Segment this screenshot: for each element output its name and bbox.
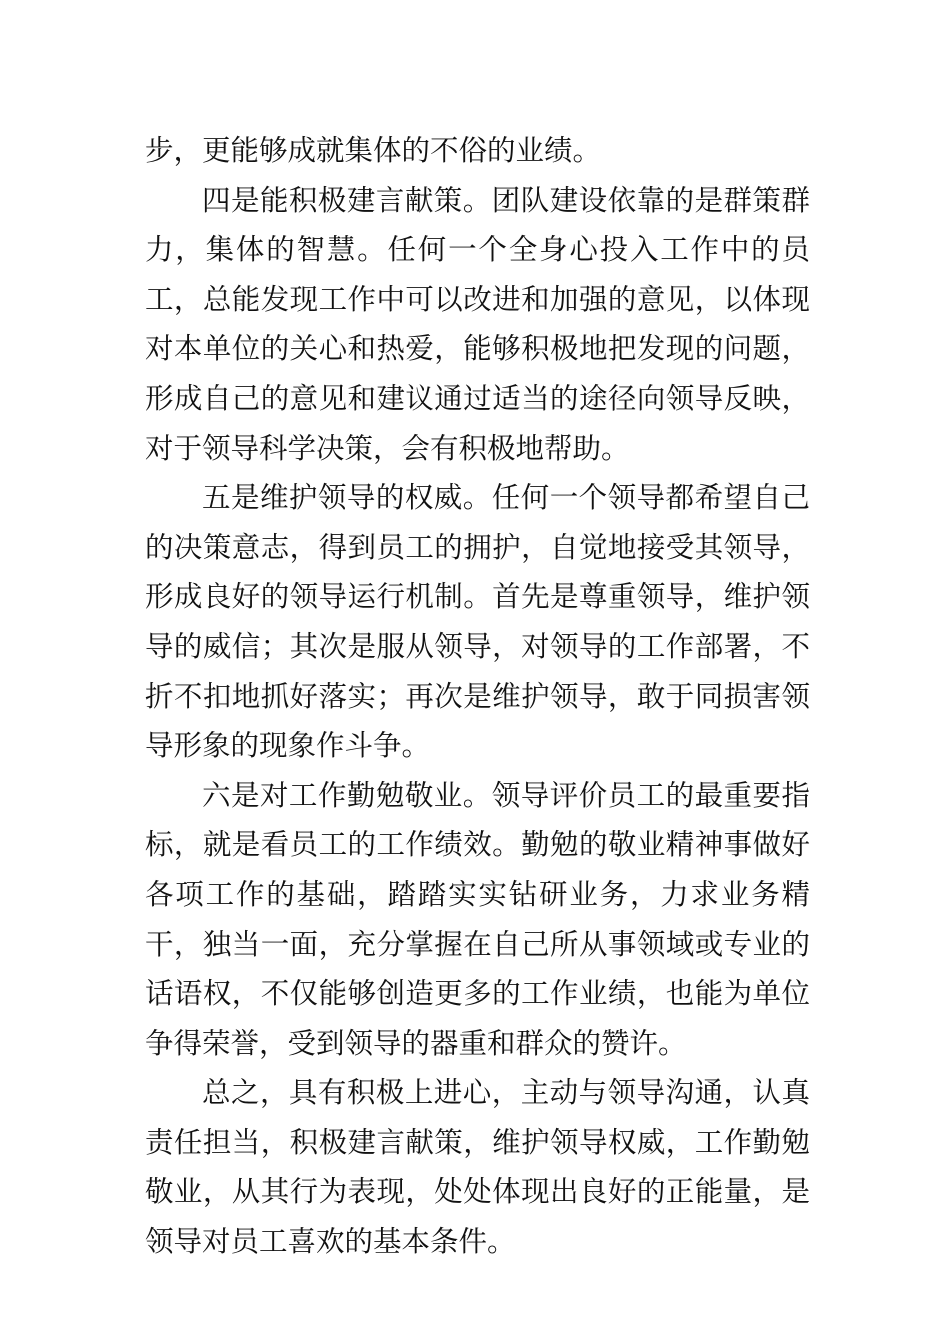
paragraph-conclusion: 总之，具有积极上进心，主动与领导沟通，认真责任担当，积极建言献策，维护领导权威，工作勤勉敬业，从其行为表现，处处体现出良好的正能量，是领导对员工喜欢的基本条件。 bbox=[145, 1076, 810, 1259]
paragraph-point-six: 六是对工作勤勉敬业。领导评价员工的最重要指标，就是看员工的工作绩效。勤勉的敬业精神事做好各项工作的基础，踏踏实实钻研业务，力求业务精干，独当一面，充分掌握在自己所从事领域或专业的话语权，不仅能够创造更多的工作业绩，也能为单位争得荣誉，受到领导的器重和群众的赞许。 bbox=[145, 778, 810, 1060]
paragraph-point-four: 四是能积极建言献策。团队建设依靠的是群策群力，集体的智慧。任何一个全身心投入工作中的员工，总能发现工作中可以改进和加强的意见，以体现对本单位的关心和热爱，能够积极地把发现的问题，形成自己的意见和建议通过适当的途径向领导反映，对于领导科学决策，会有积极地帮助。 bbox=[145, 183, 810, 465]
paragraph-point-five: 五是维护领导的权威。任何一个领导都希望自己的决策意志，得到员工的拥护，自觉地接受其领导，形成良好的领导运行机制。首先是尊重领导，维护领导的威信；其次是服从领导，对领导的工作部署，不折不扣地抓好落实；再次是维护领导，敢于同损害领导形象的现象作斗争。 bbox=[145, 481, 810, 763]
document-body bbox=[145, 126, 810, 1267]
paragraph-continuation: 步，更能够成就集体的不俗的业绩。 bbox=[145, 134, 602, 167]
